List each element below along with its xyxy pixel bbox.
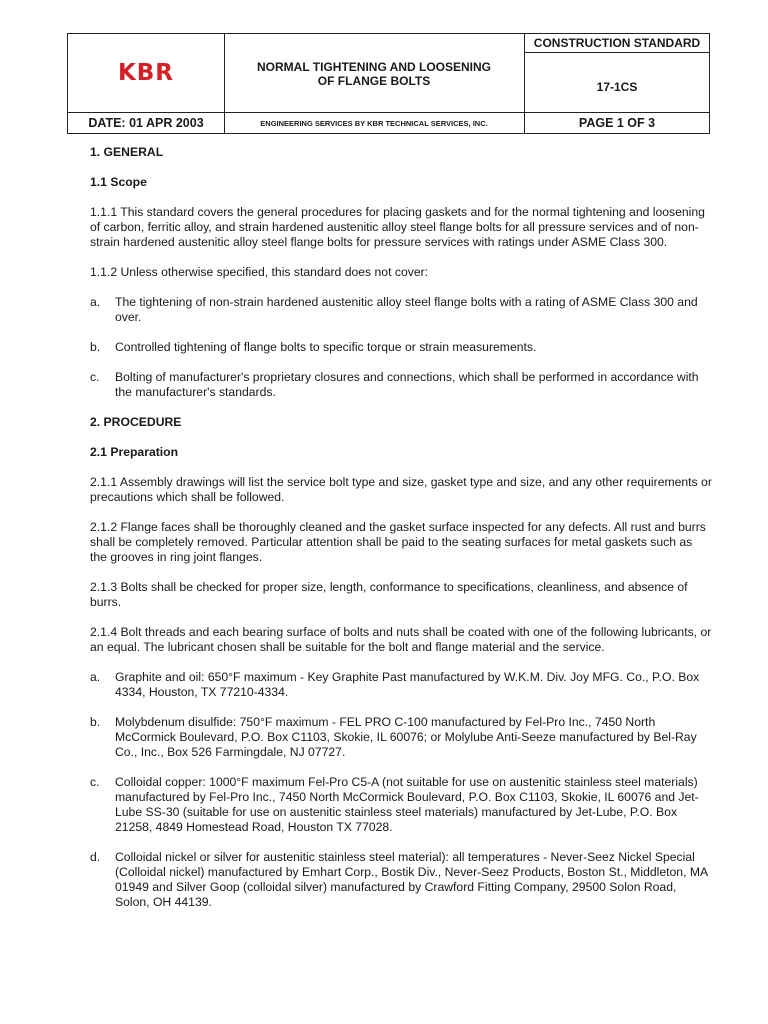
- list-text: Molybdenum disulfide: 750°F maximum - FEL PRO C-100 manufactured by Fel-Pro Inc., 7450 North McCormick Boulevard, P.O. Box C1103, Skokie, IL 60076; or Molylube Anti-Seeze manufactured by Bel-Ray Co., Inc., Box 526 Farmingdale, NJ 07727.: [115, 715, 697, 759]
- list-label: b.: [90, 715, 101, 729]
- list-text: Graphite and oil: 650°F maximum - Key Graphite Past manufactured by W.K.M. Div. Joy MFG. Co., P.O. Box 4334, Houston, TX 77210-4334.: [115, 670, 700, 699]
- list-label: b.: [90, 340, 101, 354]
- list-item: [90, 775, 712, 835]
- list-label: c.: [90, 370, 100, 384]
- list-label: a.: [90, 670, 101, 684]
- paragraph: 2.1.3 Bolts shall be checked for proper size, length, conformance to specifications, cleanliness, and absence of burrs.: [90, 580, 688, 609]
- title-line-1: NORMAL TIGHTENING AND LOOSENING: [257, 60, 491, 74]
- paragraph: 1.1.2 Unless otherwise specified, this standard does not cover:: [90, 265, 429, 279]
- logo-text: KBR: [117, 60, 175, 86]
- subsection-heading: 2.1 Preparation: [90, 445, 179, 459]
- paragraph: 1.1.1 This standard covers the general procedures for placing gaskets and for the normal tightening and loosening of carbon, ferritic alloy, and strain hardened austenitic alloy steel flange bolts for all pressure services and of non-strain hardened austenitic alloy steel flange bolts for pressure services with ratings under ASME Class 300.: [90, 205, 705, 249]
- list-label: c.: [90, 775, 100, 789]
- title-line-2: OF FLANGE BOLTS: [317, 74, 431, 88]
- list-label: a.: [90, 295, 101, 309]
- list-text: Bolting of manufacturer's proprietary closures and connections, which shall be performed in accordance with the manufacturer's standards.: [115, 370, 699, 399]
- list-text: Colloidal copper: 1000°F maximum Fel-Pro C5-A (not suitable for use on austenitic stainless steel materials) manufactured by Fel-Pro Inc., 7450 North McCormick Boulevard, P.O. Box C1103, Skokie, IL 60076 and Jet-Lube SS-30 (suitable for use on austenitic stainless steel materials) manufactured by Jet-Lube, P.O. Box 21258, 4849 Homestead Road, Houston TX 77028.: [115, 775, 699, 834]
- list-text: Controlled tightening of flange bolts to specific torque or strain measurements.: [115, 340, 537, 354]
- list-label: d.: [90, 850, 101, 864]
- page-number: PAGE 1 OF 3: [578, 116, 656, 130]
- paragraph: 2.1.2 Flange faces shall be thoroughly cleaned and the gasket surface inspected for any defects. All rust and burrs shall be completely removed. Particular attention shall be paid to the seating surfaces for metal gaskets such as the grooves in ring joint flanges.: [90, 520, 706, 564]
- section-heading: 2. PROCEDURE: [90, 415, 182, 429]
- document-title: [224, 34, 524, 112]
- engineering-credit: ENGINEERING SERVICES BY KBR TECHNICAL SERVICES, INC.: [260, 118, 488, 128]
- list-item: [90, 850, 712, 910]
- list-item: [90, 370, 712, 400]
- document-date: DATE: 01 APR 2003: [88, 116, 204, 130]
- document-body: [90, 145, 712, 910]
- company-logo: [68, 34, 224, 112]
- list-text: Colloidal nickel or silver for austenitic stainless steel material): all temperatures - Never-Seez Nickel Special (Colloidal nickel) manufactured by Emhart Corp., Bostik Div., Never-Seez Products, Boston St., Middleton, MA 01949 and Silver Goop (colloidal silver) manufactured by Crawford Fitting Company, 29500 Solon Road, Solon, OH 44139.: [115, 850, 708, 909]
- list-item: [90, 340, 712, 355]
- document-type: CONSTRUCTION STANDARD: [533, 36, 701, 50]
- list-item: [90, 715, 712, 760]
- document-number: 17-1CS: [596, 80, 638, 94]
- paragraph: 2.1.1 Assembly drawings will list the service bolt type and size, gasket type and size, and any other requirements or precautions which shall be followed.: [90, 475, 712, 504]
- list-text: The tightening of non-strain hardened austenitic alloy steel flange bolts with a rating of ASME Class 300 and over.: [115, 295, 698, 324]
- paragraph: 2.1.4 Bolt threads and each bearing surface of bolts and nuts shall be coated with one of the following lubricants, or an equal. The lubricant chosen shall be suitable for the bolt and flange material and the service.: [90, 625, 712, 654]
- list-item: [90, 670, 712, 700]
- list-item: [90, 295, 712, 325]
- document-header-table: [67, 33, 710, 134]
- subsection-heading: 1.1 Scope: [90, 175, 147, 189]
- section-heading: 1. GENERAL: [90, 145, 164, 159]
